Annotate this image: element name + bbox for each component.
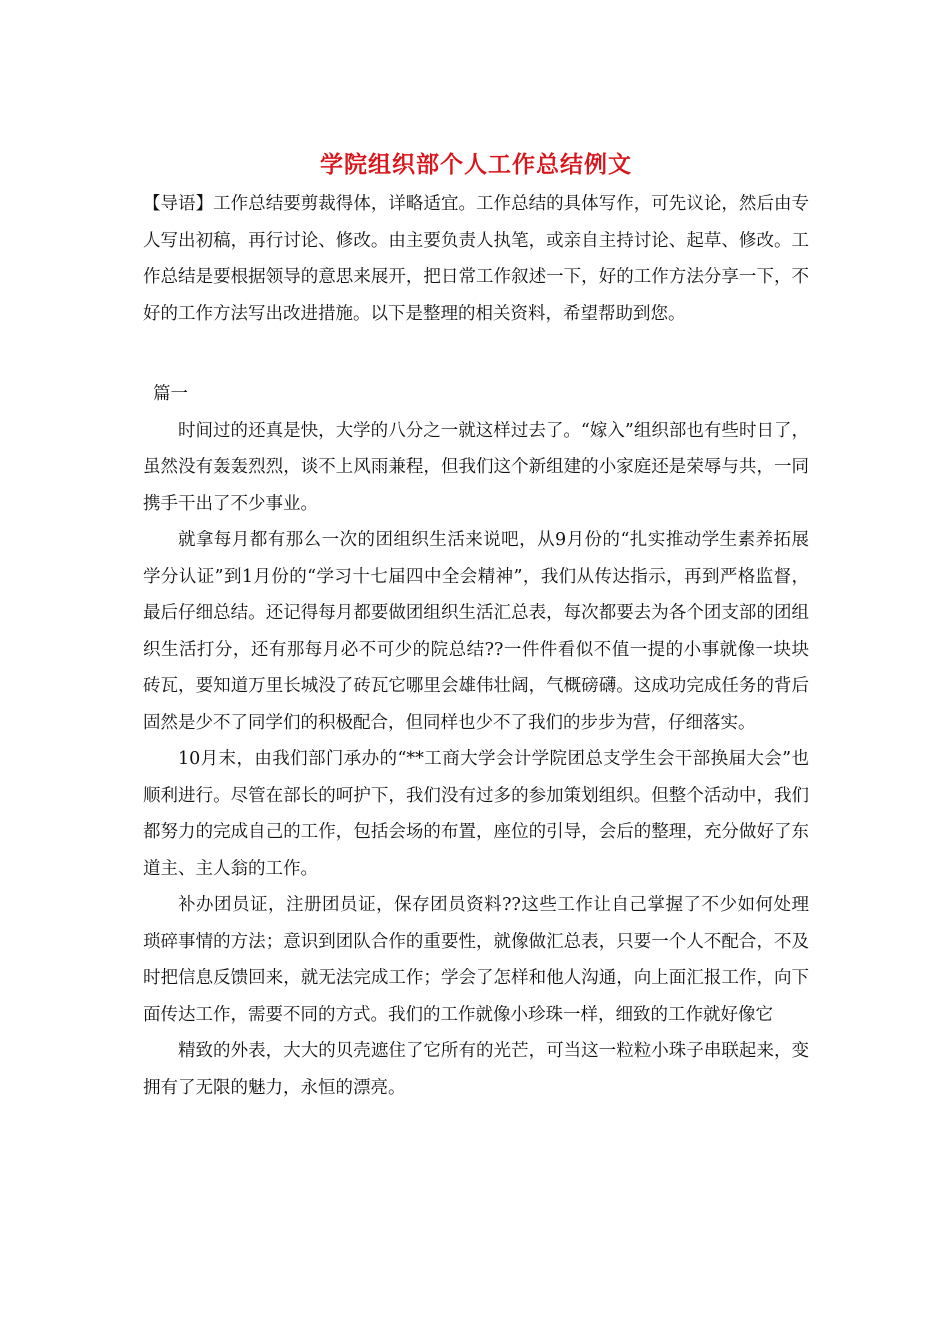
body-paragraph-2: 就拿每月都有那么一次的团组织生活来说吧，从9月份的“扎实推动学生素养拓展学分认证”到1月份的“学习十七届四中全会精神”，我们从传达指示，再到严格监督，最后仔细总结。还记得每月都要做团组织生活汇总表，每次都要去为各个团支部的团组织生活打分，还有那每月必不可少的院总结??一件件看似不值一提的小事就像一块块砖瓦，要知道万里长城没了砖瓦它哪里会雄伟壮阔，气概磅礴。这成功完成任务的背后固然是少不了同学们的积极配合，但同样也少不了我们的步步为营，仔细落实。 (143, 530, 809, 733)
body-paragraph-4: 补办团员证，注册团员证，保存团员资料??这些工作让自己掌握了不少如何处理琐碎事情的方法；意识到团队合作的重要性，就像做汇总表，只要一个人不配合，不及时把信息反馈回来，就无法完成工作；学会了怎样和他人沟通，向上面汇报工作，向下面传达工作，需要不同的方式。我们的工作就像小珍珠一样，细致的工作就好像它 (143, 895, 809, 1025)
intro-paragraph: 【导语】工作总结要剪裁得体，详略适宜。工作总结的具体写作，可先议论，然后由专人写出初稿，再行讨论、修改。由主要负责人执笔，或亲自主持讨论、起草、修改。工作总结是要根据领导的意思来展开，把日常工作叙述一下，好的工作方法分享一下，不好的工作方法写出改进措施。以下是整理的相关资料，希望帮助到您。 (143, 194, 809, 324)
section-heading: 篇一 (153, 384, 188, 404)
body-paragraph-3: 10月末，由我们部门承办的“**工商大学会计学院团总支学生会干部换届大会”也顺利进行。尽管在部长的呵护下，我们没有过多的参加策划组织。但整个活动中，我们都努力的完成自己的工作，包括会场的布置，座位的引导，会后的整理，充分做好了东道主、主人翁的工作。 (143, 749, 809, 879)
document-body (143, 148, 809, 1106)
body-paragraph-1: 时间过的还真是快，大学的八分之一就这样过去了。“嫁入”组织部也有些时日了，虽然没有轰轰烈烈，谈不上风雨兼程，但我们这个新组建的小家庭还是荣辱与共，一同携手干出了不少事业。 (143, 420, 809, 514)
document-title: 学院组织部个人工作总结例文 (320, 151, 632, 178)
body-paragraph-5: 精致的外表，大大的贝壳遮住了它所有的光芒，可当这一粒粒小珠子串联起来，变拥有了无限的魅力，永恒的漂亮。 (143, 1041, 809, 1098)
